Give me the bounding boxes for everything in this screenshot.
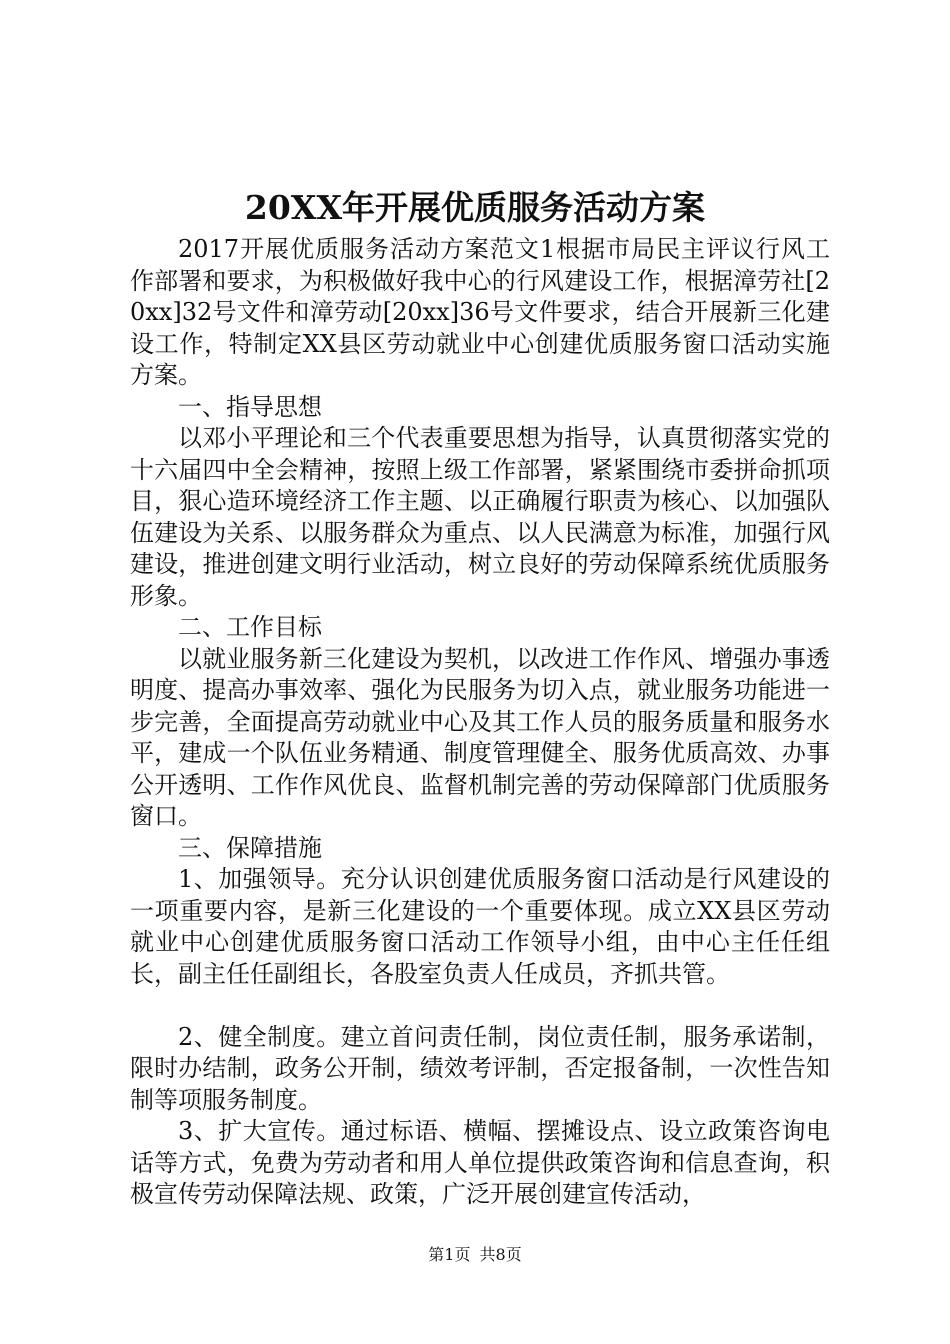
work-goal-paragraph: 以就业服务新三化建设为契机，以改进工作作风、增强办事透明度、提高办事效率、强化为民服务为切入点，就业服务功能进一步完善，全面提高劳动就业中心及其工作人员的服务质量和服务水平，建成一个队伍业务精通、制度管理健全、服务优质高效、办事公开透明、工作作风优良、监督机制完善的劳动保障部门优质服务窗口。 (130, 644, 830, 830)
section-heading-measures: 三、保障措施 (178, 833, 322, 862)
section-heading-guiding-thought: 一、指导思想 (178, 392, 322, 421)
measure-3-paragraph: 3、扩大宣传。通过标语、横幅、摆摊设点、设立政策咨询电话等方式，免费为劳动者和用人单位提供政策咨询和信息查询，积极宣传劳动保障法规、政策，广泛开展创建宣传活动， (130, 1117, 830, 1208)
document-body (130, 234, 830, 1211)
measure-1-paragraph: 1、加强领导。充分认识创建优质服务窗口活动是行风建设的一项重要内容，是新三化建设的一个重要体现。成立XX县区劳动就业中心创建优质服务窗口活动工作领导小组，由中心主任任组长，副主任任副组长，各股室负责人任成员，齐抓共管。 (130, 865, 830, 988)
measure-2-paragraph: 2、健全制度。建立首问责任制，岗位责任制，服务承诺制，限时办结制，政务公开制，绩效考评制，否定报备制，一次性告知制等项服务制度。 (130, 1022, 830, 1114)
intro-paragraph: 2017开展优质服务活动方案范文1根据市局民主评议行风工作部署和要求，为积极做好我中心的行风建设工作，根据漳劳社[20xx]32号文件和漳劳动[20xx]36号文件要求，结合开展新三化建设工作，特制定XX县区劳动就业中心创建优质服务窗口活动实施方案。 (130, 235, 830, 389)
page-total: 共8页 (479, 1245, 522, 1264)
section-heading-work-goal: 二、工作目标 (178, 613, 322, 641)
document-title: 20XX年开展优质服务活动方案 (244, 188, 706, 227)
paragraph-spacer (130, 990, 830, 1022)
page-number: 第1页 (428, 1245, 471, 1264)
guiding-thought-paragraph: 以邓小平理论和三个代表重要思想为指导，认真贯彻落实党的十六届四中全会精神，按照上级工作部署，紧紧围绕市委拼命抓项目，狠心造环境经济工作主题、以正确履行职责为核心、以加强队伍建设为关系、以服务群众为重点、以人民满意为标准，加强行风建设，推进创建文明行业活动，树立良好的劳动保障系统优质服务形象。 (130, 424, 830, 610)
page-footer (0, 1244, 950, 1266)
